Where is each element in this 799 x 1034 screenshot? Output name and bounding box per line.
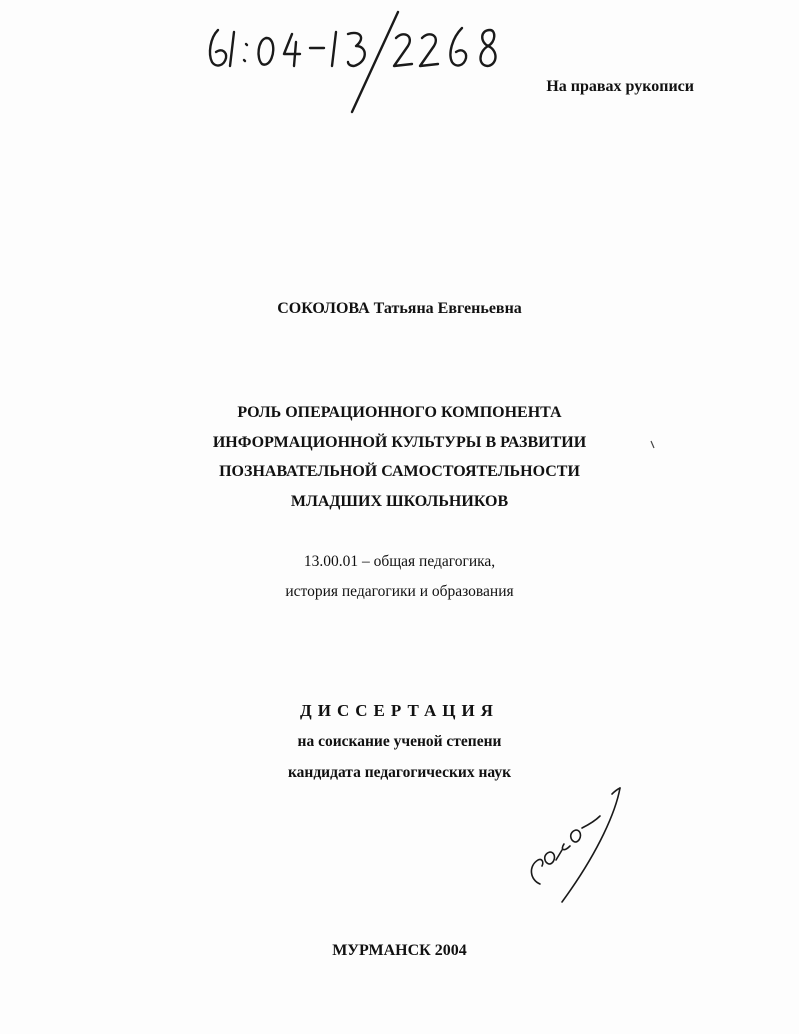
degree-line: на соискание ученой степени [297, 733, 502, 750]
title-line: МЛАДШИХ ШКОЛЬНИКОВ [290, 493, 509, 510]
title-line: ПОЗНАВАТЕЛЬНОЙ САМОСТОЯТЕЛЬНОСТИ [219, 463, 580, 480]
degree-line: кандидата педагогических наук [287, 764, 512, 781]
scan-speck [650, 440, 656, 450]
author-surname: СОКОЛОВА [277, 300, 370, 317]
rights-note: На правах рукописи [546, 78, 694, 95]
title-line: ИНФОРМАЦИОННОЙ КУЛЬТУРЫ В РАЗВИТИИ [212, 434, 587, 451]
title-line: РОЛЬ ОПЕРАЦИОННОГО КОМПОНЕНТА [237, 404, 562, 421]
handwritten-signature [520, 780, 640, 910]
author-given-names: Татьяна Евгеньевна [373, 300, 522, 317]
document-type: ДИССЕРТАЦИЯ [300, 701, 499, 720]
specialty-line: 13.00.01 – общая педагогика, [303, 553, 496, 570]
specialty-line: история педагогики и образования [285, 583, 514, 600]
author-name [0, 300, 799, 318]
handwritten-archive-number [200, 8, 520, 118]
place-and-year: МУРМАНСК 2004 [332, 942, 467, 959]
